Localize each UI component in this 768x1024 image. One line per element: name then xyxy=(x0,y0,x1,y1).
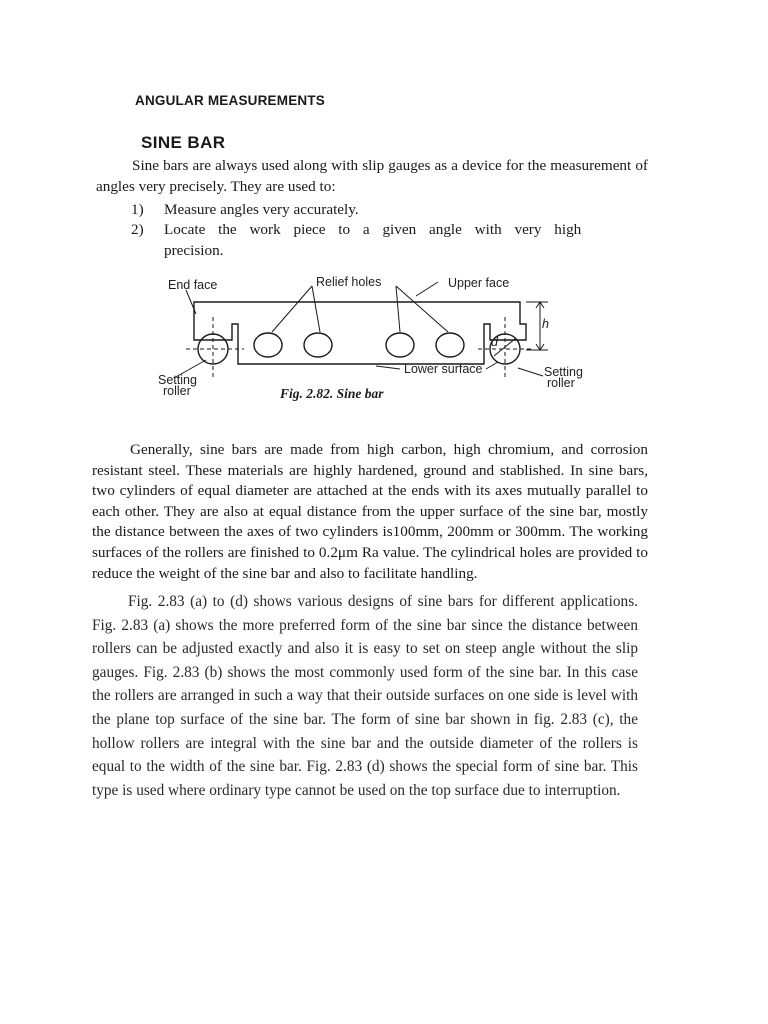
label-setting-roller-right-2: roller xyxy=(547,376,575,390)
body-paragraph: Generally, sine bars are made from high carbon, high chromium, and corrosion resistant steel. These materials are highly hardened, ground and stablished. In sine bars, two cylinders of equal diameter are attached at the ends with its axes mutually parallel to each other. They are also at equal distance from the upper surface of the sine bar, mostly the distance between the axes of two cylinders is100mm, 200mm or 300mm. The working surfaces of the rollers are finished to 0.2μm Ra value. The cylindrical holes are provided to reduce the weight of the sine bar and also to facilitate handling. xyxy=(92,441,648,582)
sine-bar-body xyxy=(194,302,526,364)
list-item xyxy=(131,200,651,222)
list-number: 2) xyxy=(131,221,144,238)
intro-paragraph: Sine bars are always used along with slip gauges as a device for the measurement of angles very precisely. They are used to: xyxy=(96,157,648,195)
label-setting-roller-left-2: roller xyxy=(163,384,191,398)
page-heading: ANGULAR MEASUREMENTS xyxy=(135,93,326,108)
sine-bar-diagram xyxy=(148,272,628,412)
label-lower-surface: Lower surface xyxy=(404,362,483,376)
label-relief-holes: Relief holes xyxy=(316,275,382,289)
relief-hole xyxy=(386,333,414,357)
list-text: Measure angles very accurately. xyxy=(164,201,359,218)
label-setting-roller-left: Setting xyxy=(158,373,197,387)
label-upper-face: Upper face xyxy=(448,276,510,290)
list-text: Locate the work piece to a given angle with very high precision. xyxy=(164,221,582,259)
body-paragraph: Fig. 2.83 (a) to (d) shows various designs of sine bars for different applications. Fig. 2.83 (a) shows the more preferred form of the sine bar since the distance between rollers can be adjusted exactly and also it is easy to set on steep angle without the slip gauges. Fig. 2.83 (b) shows the most commonly used form of the sine bar. In this case the rollers are arranged in such a way that their outside surfaces on one side is level with the plane top surface of the sine bar. The form of sine bar shown in fig. 2.83 (c), the hollow rollers are integral with the sine bar and the outside diameter of the rollers is equal to the width of the sine bar. Fig. 2.83 (d) shows the special form of sine bar. This type is used where ordinary type cannot be used on the top surface due to interruption. xyxy=(92,593,638,799)
body-section xyxy=(92,590,638,802)
sine-bar-figure xyxy=(148,272,628,412)
label-d: d xyxy=(491,335,498,349)
list-number: 1) xyxy=(131,201,144,218)
relief-hole xyxy=(436,333,464,357)
relief-hole xyxy=(254,333,282,357)
figure-caption: Fig. 2.82. Sine bar xyxy=(280,386,384,401)
section-title: SINE BAR xyxy=(141,133,226,152)
label-h: h xyxy=(542,317,549,331)
relief-hole xyxy=(304,333,332,357)
list-item xyxy=(131,220,651,264)
label-end-face: End face xyxy=(168,278,218,292)
label-setting-roller-right: Setting xyxy=(544,365,583,379)
